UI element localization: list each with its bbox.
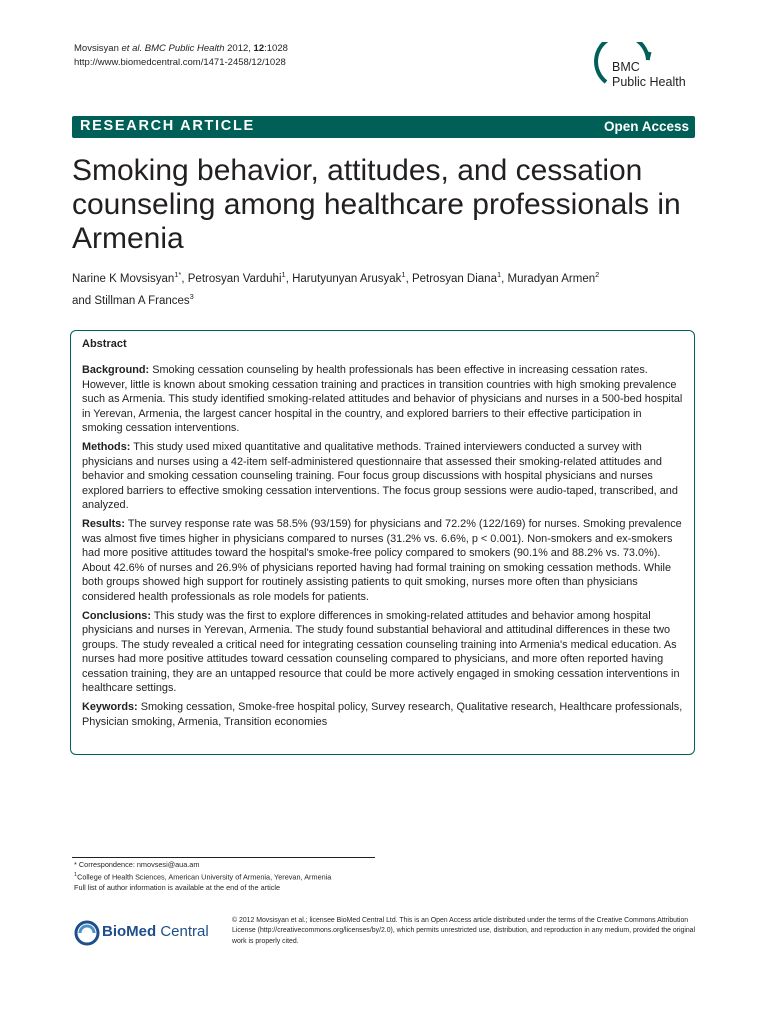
abstract-box: [70, 330, 695, 755]
citation-author: Movsisyan: [74, 43, 119, 54]
author-list: Narine K Movsisyan$^{1*}$, Petrosyan Varduhi$^1$, Harutyunyan Arusyak$^1$, Petrosyan Diana$^1$, Muradyan Armen$^2$ and Stillman A Frances$^3$: [72, 270, 600, 307]
author[interactable]: Harutyunyan Arusyak$^1$: [292, 270, 406, 285]
citation-volume: 12: [253, 43, 265, 54]
author[interactable]: Narine K Movsisyan$^{1*}$: [72, 270, 182, 285]
abstract-body: [82, 363, 684, 733]
abstract-background: Background: Smoking cessation counseling by health professionals has been effective in increasing cessation rates. However, little is known about smoking cessation training and practices in transition countries with high smoking prevalence such as Armenia. This study identified smoking-related attitudes and behavior of physicians and nurses in a 500-bed hospital in Yerevan, Armenia, the largest cancer hospital in the country, and explored barriers to their effective participation in smoking cessation interventions.: [82, 364, 683, 435]
open-access-label: Open Access: [603, 119, 689, 134]
footnote-divider: [72, 857, 375, 858]
citation-page: :1028: [264, 43, 288, 54]
publisher-name: BioMed Central: [102, 923, 209, 940]
affiliation: $^1$College of Health Sciences, American University of Armenia, Yerevan, Armenia: [74, 872, 332, 882]
author[interactable]: Muradyan Armen$^2$: [507, 270, 600, 285]
abstract-heading: Abstract: [82, 338, 127, 350]
abstract-keywords: Keywords: Smoking cessation, Smoke-free hospital policy, Survey research, Qualitative research, Healthcare professionals, Physician smoking, Armenia, Transition economies: [82, 701, 683, 728]
biomed-central-logo: [74, 918, 224, 948]
correspondence: * Correspondence: nmovsesi@aua.am: [74, 860, 200, 869]
author[interactable]: Petrosyan Diana$^1$: [411, 270, 502, 285]
abstract-results: Results: The survey response rate was 58.5% (93/159) for physicians and 72.2% (122/169) for nurses. Smoking prevalence was almost five times higher in physicians compared to nurses (31.2% vs. 6.6%, p < 0.001). Non-smokers and ex-smokers had more positive attitudes toward the hospital's smoke-free policy compared to smokers (90.1% and 88.2% vs. 73.0%). About 42.6% of nurses and 26.9% of physicians reported having had formal training on smoking cessation methods. While both groups showed high support for routinely assisting patients to quit smoking, nurses more often than physicians considered health professionals as role models for patients.: [82, 517, 682, 603]
journal-logo-text: [612, 60, 686, 90]
citation-url[interactable]: http://www.biomedcentral.com/1471-2458/12/1028: [74, 57, 286, 68]
footnotes: [74, 860, 374, 893]
article-type-banner: [72, 116, 695, 138]
citation-header: [74, 42, 288, 70]
author[interactable]: Stillman A Frances$^3$: [94, 291, 194, 307]
bmc-public-health-logo: [590, 42, 700, 94]
author[interactable]: Petrosyan Varduhi$^1$: [187, 270, 286, 285]
article-type: RESEARCH ARTICLE: [80, 118, 255, 134]
abstract-conclusions: Conclusions: This study was the first to explore differences in smoking-related attitudes and behavior among hospital physicians and nurses in Yerevan, Armenia. The study found substantial behavioral and attitudinal differences in these two groups. The study revealed a critical need for integrating cessation counseling training into Armenia's medical education. As nurses had more positive attitudes toward cessation counseling compared to physicians, and more often reported having cessation training, they are an untapped resource that could be more actively engaged in smoking cessation interventions in healthcare settings.: [82, 609, 680, 695]
license-notice: © 2012 Movsisyan et al.; licensee BioMed Central Ltd. This is an Open Access article distributed under the terms of the Creative Commons Attribution License (http://creativecommons.org/licenses/by/2.0), which permits unrestricted use, distribution, and reproduction in any medium, provided the original work is properly cited.: [232, 917, 696, 945]
citation-journal: et al. BMC Public Health: [121, 43, 225, 54]
citation-year: 2012,: [227, 43, 251, 54]
journal-logo-line2: Public Health: [612, 75, 686, 89]
citation-line: [74, 42, 288, 56]
journal-logo-line1: BMC: [612, 60, 640, 74]
biomed-central-swirl-icon: [74, 920, 100, 946]
author-info-note: Full list of author information is available at the end of the article: [74, 882, 281, 892]
abstract-methods: Methods: This study used mixed quantitative and qualitative methods. Trained interviewers conducted a survey with physicians and nurses using a 42-item self-administered questionnaire that assessed their smoking-related attitudes and behavior and smoking cessation counseling training. Four focus group discussions with hospital physicians and nurses explored barriers to effective smoking cessation interventions. The focus group sessions were audio-taped, transcribed, and analyzed.: [82, 440, 678, 512]
article-title: Smoking behavior, attitudes, and cessation counseling among healthcare professionals in Armenia: [72, 154, 681, 255]
